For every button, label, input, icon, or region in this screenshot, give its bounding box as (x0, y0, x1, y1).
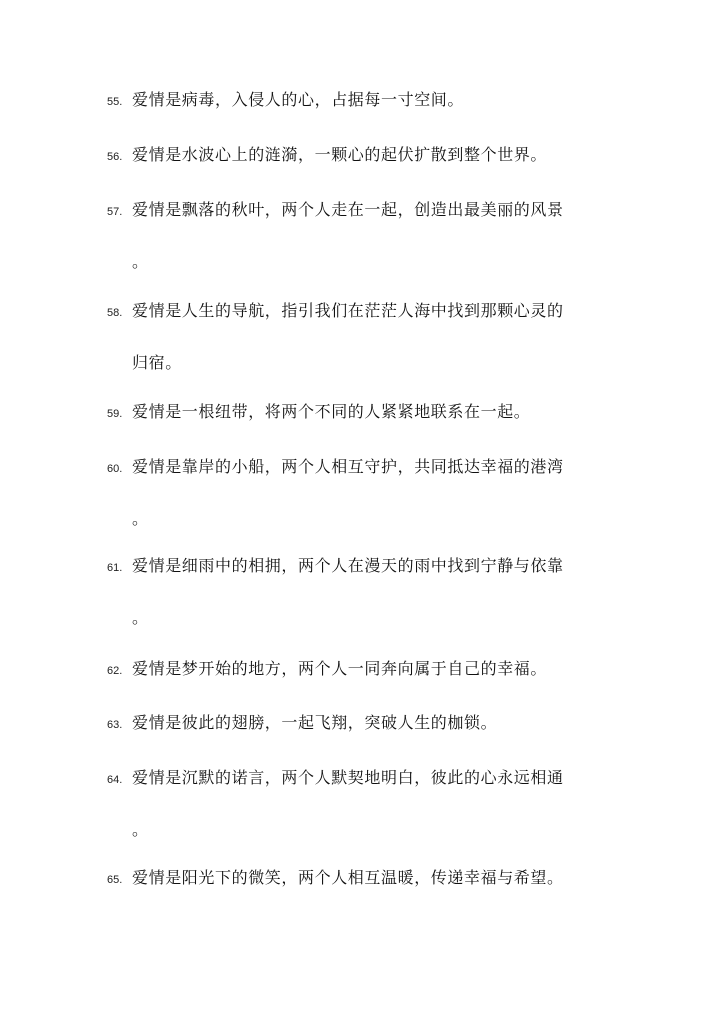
list-item (107, 74, 627, 126)
list-item-number: 65. (107, 874, 123, 886)
list-item-continuation (107, 236, 627, 288)
list-item (107, 129, 627, 181)
list-item-number: 59. (107, 408, 123, 420)
list-item (107, 697, 627, 749)
list-item-continuation (107, 592, 627, 644)
list-item-line (107, 540, 627, 592)
list-item-text-continued: 。 (132, 252, 149, 271)
list-item-text: 爱情是一根纽带，将两个不同的人紧紧地联系在一起。 (132, 402, 531, 421)
list-item-text-continued: 。 (132, 608, 149, 627)
list-item-text: 爱情是病毒，入侵人的心，占据每一寸空间。 (132, 90, 465, 109)
list-item-text: 爱情是阳光下的微笑，两个人相互温暖，传递幸福与希望。 (132, 868, 564, 887)
list-item-line (107, 386, 627, 438)
list-item-continuation (107, 337, 627, 389)
list-item-number: 62. (107, 665, 123, 677)
list-item-line (107, 129, 627, 181)
list-item-text-continued: 归宿。 (132, 353, 182, 372)
list-item-line (107, 852, 627, 904)
list-item-line (107, 697, 627, 749)
list-item-text: 爱情是彼此的翅膀，一起飞翔，突破人生的枷锁。 (132, 713, 498, 732)
list-item-continuation (107, 493, 627, 545)
list-item-number: 57. (107, 206, 123, 218)
list-item-number: 58. (107, 307, 123, 319)
list-item-number: 64. (107, 774, 123, 786)
list-item (107, 752, 627, 856)
list-item (107, 852, 627, 904)
list-item (107, 441, 627, 545)
list-item-line (107, 752, 627, 804)
list-item-text: 爱情是梦开始的地方，两个人一同奔向属于自己的幸福。 (132, 659, 548, 678)
list-item-continuation (107, 804, 627, 856)
list-item-text: 爱情是水波心上的涟漪，一颗心的起伏扩散到整个世界。 (132, 145, 548, 164)
list-item-number: 56. (107, 151, 123, 163)
list-item-text: 爱情是人生的导航，指引我们在茫茫人海中找到那颗心灵的 (132, 301, 564, 320)
list-item-line (107, 285, 627, 337)
list-item-text: 爱情是靠岸的小船，两个人相互守护，共同抵达幸福的港湾 (132, 457, 564, 476)
list-item-text: 爱情是细雨中的相拥，两个人在漫天的雨中找到宁静与依靠 (132, 556, 564, 575)
list-item (107, 184, 627, 288)
list-item (107, 285, 627, 389)
list-item-line (107, 184, 627, 236)
list-item-text-continued: 。 (132, 820, 149, 839)
list-item (107, 643, 627, 695)
list-item-line (107, 74, 627, 126)
list-item-number: 63. (107, 719, 123, 731)
list-item (107, 386, 627, 438)
list-item-number: 61. (107, 562, 123, 574)
list-item-number: 60. (107, 463, 123, 475)
list-item-text: 爱情是飘落的秋叶，两个人走在一起，创造出最美丽的风景 (132, 200, 564, 219)
list-item-text-continued: 。 (132, 509, 149, 528)
list-item-number: 55. (107, 96, 123, 108)
list-item-line (107, 441, 627, 493)
list-item-line (107, 643, 627, 695)
list-item-text: 爱情是沉默的诺言，两个人默契地明白，彼此的心永远相通 (132, 768, 564, 787)
list-item (107, 540, 627, 644)
